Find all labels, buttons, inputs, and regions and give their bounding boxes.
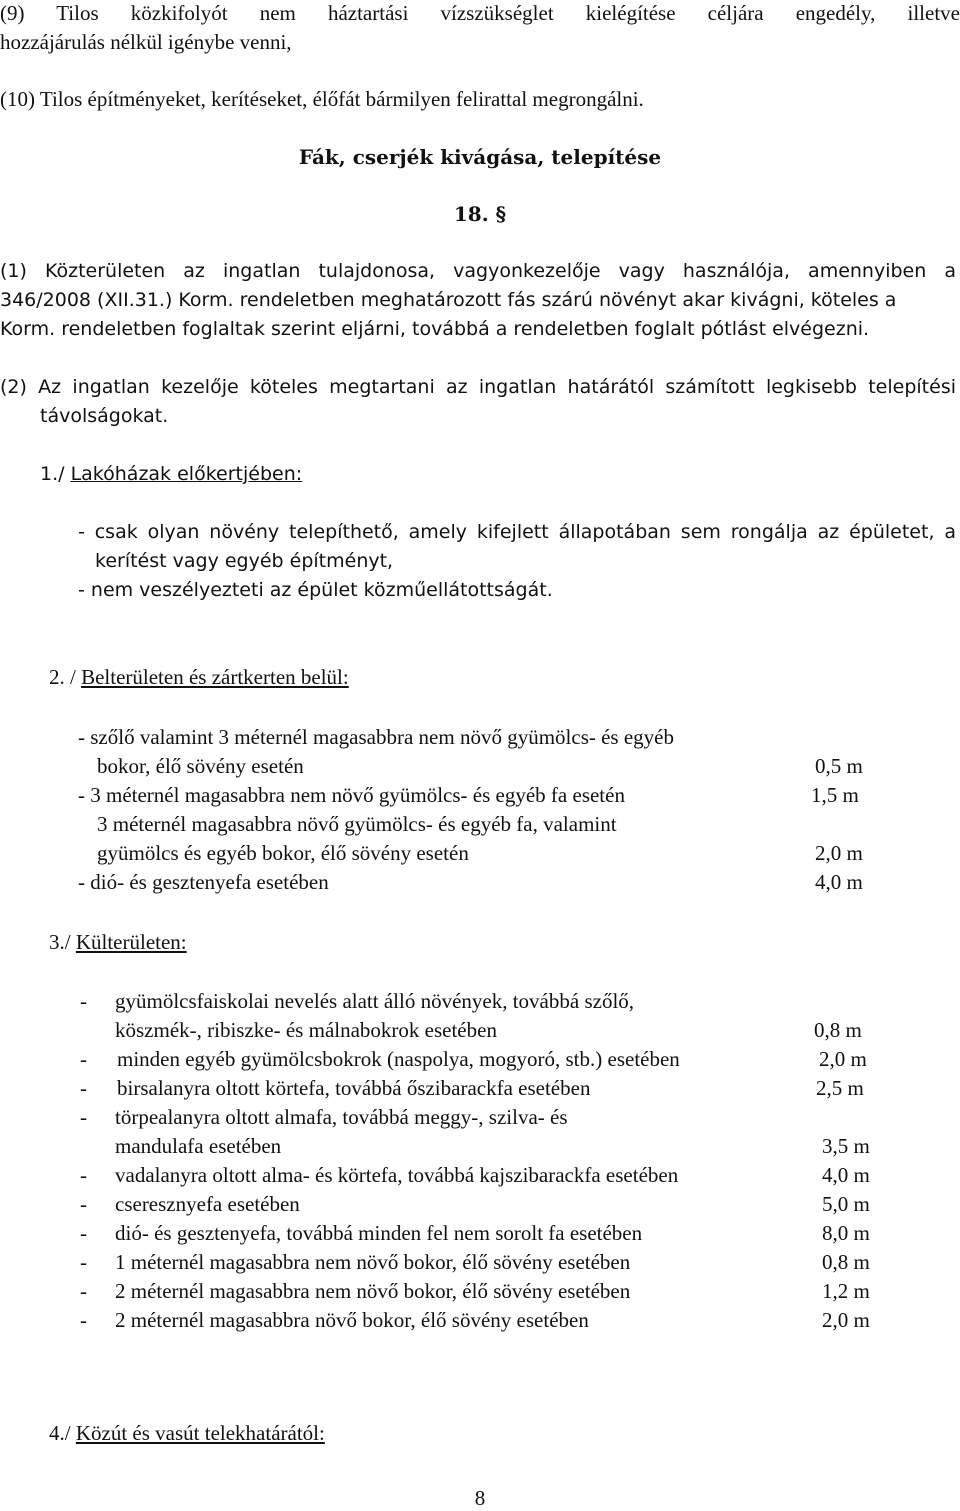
list-item-dash: -: [80, 1221, 87, 1245]
paragraph-2-line-2: távolságokat.: [40, 405, 169, 427]
group-3-heading: [49, 929, 187, 955]
group-3-title: Külterületen:: [75, 930, 187, 954]
list-item-text-line-1: vadalanyra oltott alma- és körtefa, továbbá kajszibarackfa esetében: [115, 1163, 679, 1187]
group-1-number: 1./: [40, 463, 65, 485]
list-item-text-line-1: 2 méternél magasabbra nem növő bokor, élő sövény esetében: [115, 1279, 631, 1303]
list-item-text-line-1: törpealanyra oltott almafa, továbbá meggy-, szilva- és: [115, 1105, 568, 1129]
paragraph-9-line-2: hozzájárulás nélkül igénybe venni,: [0, 30, 292, 54]
group-2-row-3-line-1: 3 méternél magasabbra növő gyümölcs- és egyéb fa, valamint: [97, 812, 617, 836]
list-item-dash: -: [80, 1192, 87, 1216]
group-2-row-4: - dió- és gesztenyefa esetében: [78, 870, 329, 894]
group-2-row-3-line-2: gyümölcs és egyéb bokor, élő sövény esetén: [97, 841, 469, 865]
list-item-dash: -: [80, 1047, 87, 1071]
group-2-row-4-value: 4,0 m: [815, 870, 863, 894]
group-2-row-3-value: 2,0 m: [815, 841, 863, 865]
list-item-text-line-1: birsalanyra oltott körtefa, továbbá őszibarackfa esetében: [117, 1076, 591, 1100]
list-item-dash: -: [80, 1250, 87, 1274]
list-item-dash: -: [80, 1308, 87, 1332]
list-item-text-line-1: 2 méternél magasabbra növő bokor, élő sövény esetében: [115, 1308, 589, 1332]
group-4-number: 4./: [49, 1421, 71, 1445]
list-item-value: 2,0 m: [822, 1308, 870, 1332]
group-1-heading: [40, 461, 302, 487]
paragraph-1-line-3: Korm. rendeletben foglaltak szerint eljárni, továbbá a rendeletben foglalt pótlást elvégezni.: [0, 318, 870, 340]
group-1-bullet-2: - nem veszélyezteti az épület közműellátottságát.: [78, 579, 553, 601]
group-2-row-1-line-1: - szőlő valamint 3 méternél magasabbra nem növő gyümölcs- és egyéb: [78, 725, 674, 749]
paragraph-1-line-2: 346/2008 (XII.31.) Korm. rendeletben meghatározott fás szárú növényt akar kivágni, köteles a: [0, 289, 897, 311]
list-item-dash: -: [80, 1076, 87, 1100]
list-item-value: 2,0 m: [819, 1047, 867, 1071]
list-item-text-line-1: minden egyéb gyümölcsbokrok (naspolya, mogyoró, stb.) esetében: [117, 1047, 680, 1071]
list-item-text-line-1: dió- és gesztenyefa, továbbá minden fel nem sorolt fa esetében: [115, 1221, 643, 1245]
paragraph-2-line-1: (2) Az ingatlan kezelője köteles megtartani az ingatlan határától számított legkisebb telepítési: [0, 376, 956, 398]
group-2-row-2: - 3 méternél magasabbra nem növő gyümölcs- és egyéb fa esetén: [78, 783, 625, 807]
paragraph-1-line-1: (1) Közterületen az ingatlan tulajdonosa, vagyonkezelője vagy használója, amennyiben a: [0, 260, 956, 282]
list-item-value: 0,8 m: [822, 1250, 870, 1274]
list-item-text-line-1: cseresznyefa esetében: [115, 1192, 300, 1216]
group-1-bullet-1-line-1: - csak olyan növény telepíthető, amely kifejlett állapotában sem rongálja az épületet, a: [78, 521, 956, 543]
group-2-row-1-line-2: bokor, élő sövény esetén: [97, 754, 304, 778]
group-2-number: 2. /: [49, 665, 76, 689]
list-item-text-line-2: köszmék-, ribiszke- és málnabokrok esetében: [115, 1018, 497, 1042]
list-item-value: 3,5 m: [822, 1134, 870, 1158]
page-number: 8: [474, 1486, 486, 1510]
list-item-value: 0,8 m: [814, 1018, 862, 1042]
list-item-dash: -: [80, 1105, 87, 1129]
section-number: 18. §: [453, 202, 507, 226]
list-item-value: 2,5 m: [816, 1076, 864, 1100]
group-2-title: Belterületen és zártkerten belül:: [81, 665, 349, 689]
group-3-number: 3./: [49, 930, 71, 954]
list-item-dash: -: [80, 1163, 87, 1187]
group-2-heading: [49, 664, 349, 690]
group-2-row-1-value: 0,5 m: [815, 754, 863, 778]
group-4-title: Közút és vasút telekhatárától:: [75, 1421, 325, 1445]
list-item-value: 4,0 m: [822, 1163, 870, 1187]
list-item-value: 1,2 m: [822, 1279, 870, 1303]
group-1-title: Lakóházak előkertjében:: [70, 463, 303, 485]
list-item-text-line-2: mandulafa esetében: [115, 1134, 282, 1158]
paragraph-10: (10) Tilos építményeket, kerítéseket, élőfát bármilyen felirattal megrongálni.: [0, 87, 644, 111]
group-2-row-2-value: 1,5 m: [811, 783, 859, 807]
list-item-dash: -: [80, 989, 87, 1013]
list-item-value: 5,0 m: [822, 1192, 870, 1216]
group-4-heading: [49, 1420, 325, 1446]
group-1-bullet-1-line-2: kerítést vagy egyéb építményt,: [95, 550, 394, 572]
list-item-text-line-1: 1 méternél magasabbra nem növő bokor, élő sövény esetében: [115, 1250, 631, 1274]
list-item-value: 8,0 m: [822, 1221, 870, 1245]
section-title: Fák, cserjék kivágása, telepítése: [298, 145, 662, 169]
list-item-dash: -: [80, 1279, 87, 1303]
list-item-text-line-1: gyümölcsfaiskolai nevelés alatt álló növények, továbbá szőlő,: [115, 989, 635, 1013]
paragraph-9-line-1: (9) Tilos közkifolyót nem háztartási vízszükséglet kielégítése céljára engedély, illetve: [0, 1, 960, 25]
